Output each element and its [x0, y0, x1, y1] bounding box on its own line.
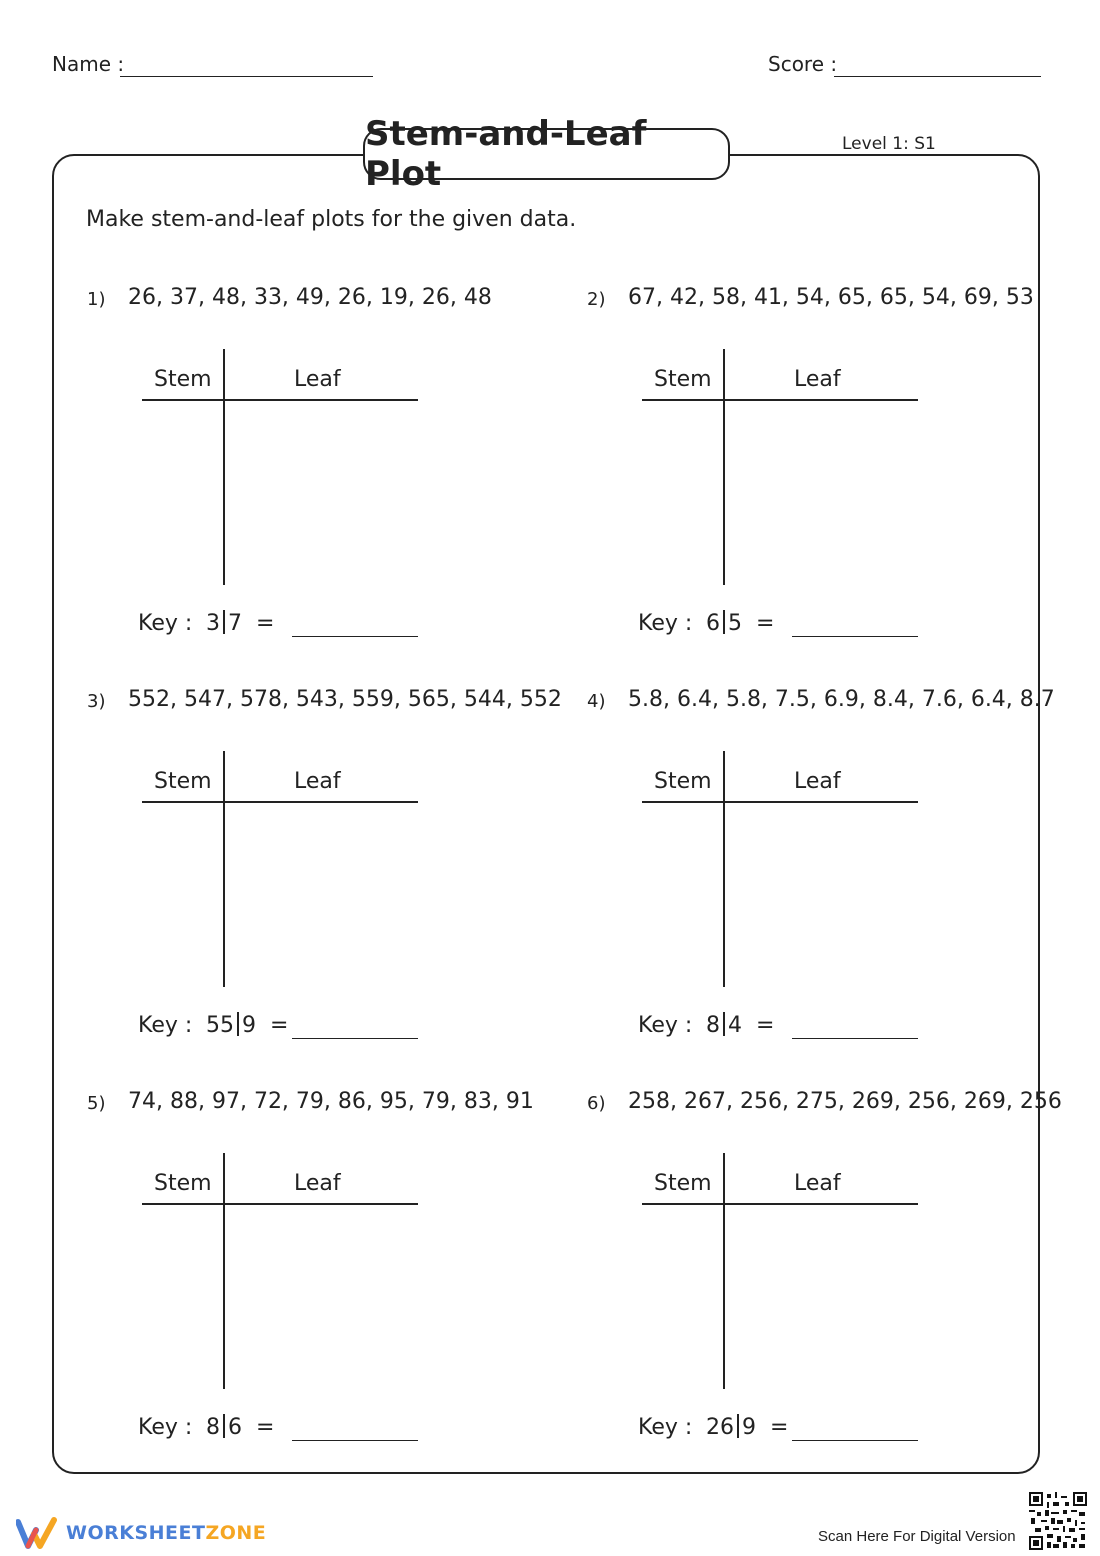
key-equals: = — [256, 611, 275, 636]
key-row — [638, 610, 774, 636]
worksheet-title: Stem-and-Leaf Plot — [363, 128, 730, 180]
key-answer-blank[interactable] — [292, 1440, 418, 1441]
table-divider — [723, 349, 725, 585]
key-label: Key : — [138, 611, 193, 636]
key-bar — [723, 1012, 725, 1036]
key-row — [138, 1414, 274, 1440]
problem-6 — [587, 1089, 1062, 1449]
key-leaf: 4 — [728, 1013, 742, 1038]
table-divider — [723, 1153, 725, 1389]
problem-number: 1) — [87, 289, 106, 310]
leaf-header: Leaf — [294, 769, 341, 794]
key-row — [638, 1012, 774, 1038]
key-stem: 55 — [206, 1013, 234, 1038]
table-header-rule — [642, 801, 918, 803]
problem-5 — [87, 1089, 537, 1449]
key-bar — [737, 1414, 739, 1438]
key-leaf: 5 — [728, 611, 742, 636]
key-stem: 8 — [206, 1415, 220, 1440]
leaf-header: Leaf — [794, 769, 841, 794]
problem-1 — [87, 285, 537, 645]
leaf-header: Leaf — [794, 367, 841, 392]
key-answer-blank[interactable] — [792, 1038, 918, 1039]
problem-4 — [587, 687, 1055, 1047]
name-label: Name : — [52, 52, 125, 76]
stem-header: Stem — [654, 769, 712, 794]
table-divider — [723, 751, 725, 987]
brand-part-1: WORKSHEET — [66, 1522, 206, 1544]
table-header-rule — [142, 801, 418, 803]
leaf-header: Leaf — [294, 367, 341, 392]
table-header-rule — [642, 1203, 918, 1205]
problem-data: 258, 267, 256, 275, 269, 256, 269, 256 — [628, 1089, 1062, 1114]
key-stem: 8 — [706, 1013, 720, 1038]
brand-part-2: ZONE — [205, 1522, 267, 1544]
key-equals: = — [270, 1013, 289, 1038]
key-label: Key : — [638, 1415, 693, 1440]
stem-header: Stem — [654, 367, 712, 392]
key-stem: 6 — [706, 611, 720, 636]
key-label: Key : — [638, 611, 693, 636]
w-logo-icon — [16, 1516, 58, 1550]
problem-data: 74, 88, 97, 72, 79, 86, 95, 79, 83, 91 — [128, 1089, 534, 1114]
leaf-header: Leaf — [294, 1171, 341, 1196]
key-row — [638, 1414, 788, 1440]
key-equals: = — [756, 611, 775, 636]
key-answer-blank[interactable] — [792, 1440, 918, 1441]
key-equals: = — [770, 1415, 789, 1440]
key-leaf: 9 — [742, 1415, 756, 1440]
problem-number: 2) — [587, 289, 606, 310]
key-bar — [237, 1012, 239, 1036]
stem-header: Stem — [154, 1171, 212, 1196]
problem-number: 4) — [587, 691, 606, 712]
key-label: Key : — [138, 1013, 193, 1038]
table-header-rule — [642, 399, 918, 401]
key-leaf: 7 — [228, 611, 242, 636]
table-header-rule — [142, 1203, 418, 1205]
key-leaf: 9 — [242, 1013, 256, 1038]
key-equals: = — [756, 1013, 775, 1038]
name-field[interactable] — [120, 76, 373, 77]
problem-data: 5.8, 6.4, 5.8, 7.5, 6.9, 8.4, 7.6, 6.4, 8.7 — [628, 687, 1055, 712]
key-bar — [223, 1414, 225, 1438]
key-label: Key : — [638, 1013, 693, 1038]
problem-data: 67, 42, 58, 41, 54, 65, 65, 54, 69, 53 — [628, 285, 1034, 310]
table-header-rule — [142, 399, 418, 401]
key-row — [138, 610, 274, 636]
problem-number: 6) — [587, 1093, 606, 1114]
key-stem: 3 — [206, 611, 220, 636]
key-answer-blank[interactable] — [792, 636, 918, 637]
key-bar — [723, 610, 725, 634]
qr-code-icon[interactable] — [1029, 1492, 1087, 1550]
problem-2 — [587, 285, 1037, 645]
table-divider — [223, 349, 225, 585]
key-leaf: 6 — [228, 1415, 242, 1440]
scan-text: Scan Here For Digital Version — [818, 1528, 1016, 1545]
table-divider — [223, 751, 225, 987]
key-answer-blank[interactable] — [292, 636, 418, 637]
stem-header: Stem — [154, 367, 212, 392]
table-divider — [223, 1153, 225, 1389]
key-answer-blank[interactable] — [292, 1038, 418, 1039]
score-field[interactable] — [834, 76, 1041, 77]
problem-data: 552, 547, 578, 543, 559, 565, 544, 552 — [128, 687, 562, 712]
score-label: Score : — [768, 52, 838, 76]
leaf-header: Leaf — [794, 1171, 841, 1196]
problem-number: 3) — [87, 691, 106, 712]
key-bar — [223, 610, 225, 634]
stem-header: Stem — [654, 1171, 712, 1196]
key-equals: = — [256, 1415, 275, 1440]
key-row — [138, 1012, 288, 1038]
problem-3 — [87, 687, 562, 1047]
key-label: Key : — [138, 1415, 193, 1440]
brand-name — [66, 1522, 266, 1544]
instructions: Make stem-and-leaf plots for the given data. — [86, 207, 577, 232]
key-stem: 26 — [706, 1415, 734, 1440]
problem-number: 5) — [87, 1093, 106, 1114]
worksheetzone-logo[interactable] — [16, 1516, 266, 1550]
level-label: Level 1: S1 — [842, 134, 936, 154]
stem-header: Stem — [154, 769, 212, 794]
problem-data: 26, 37, 48, 33, 49, 26, 19, 26, 48 — [128, 285, 492, 310]
